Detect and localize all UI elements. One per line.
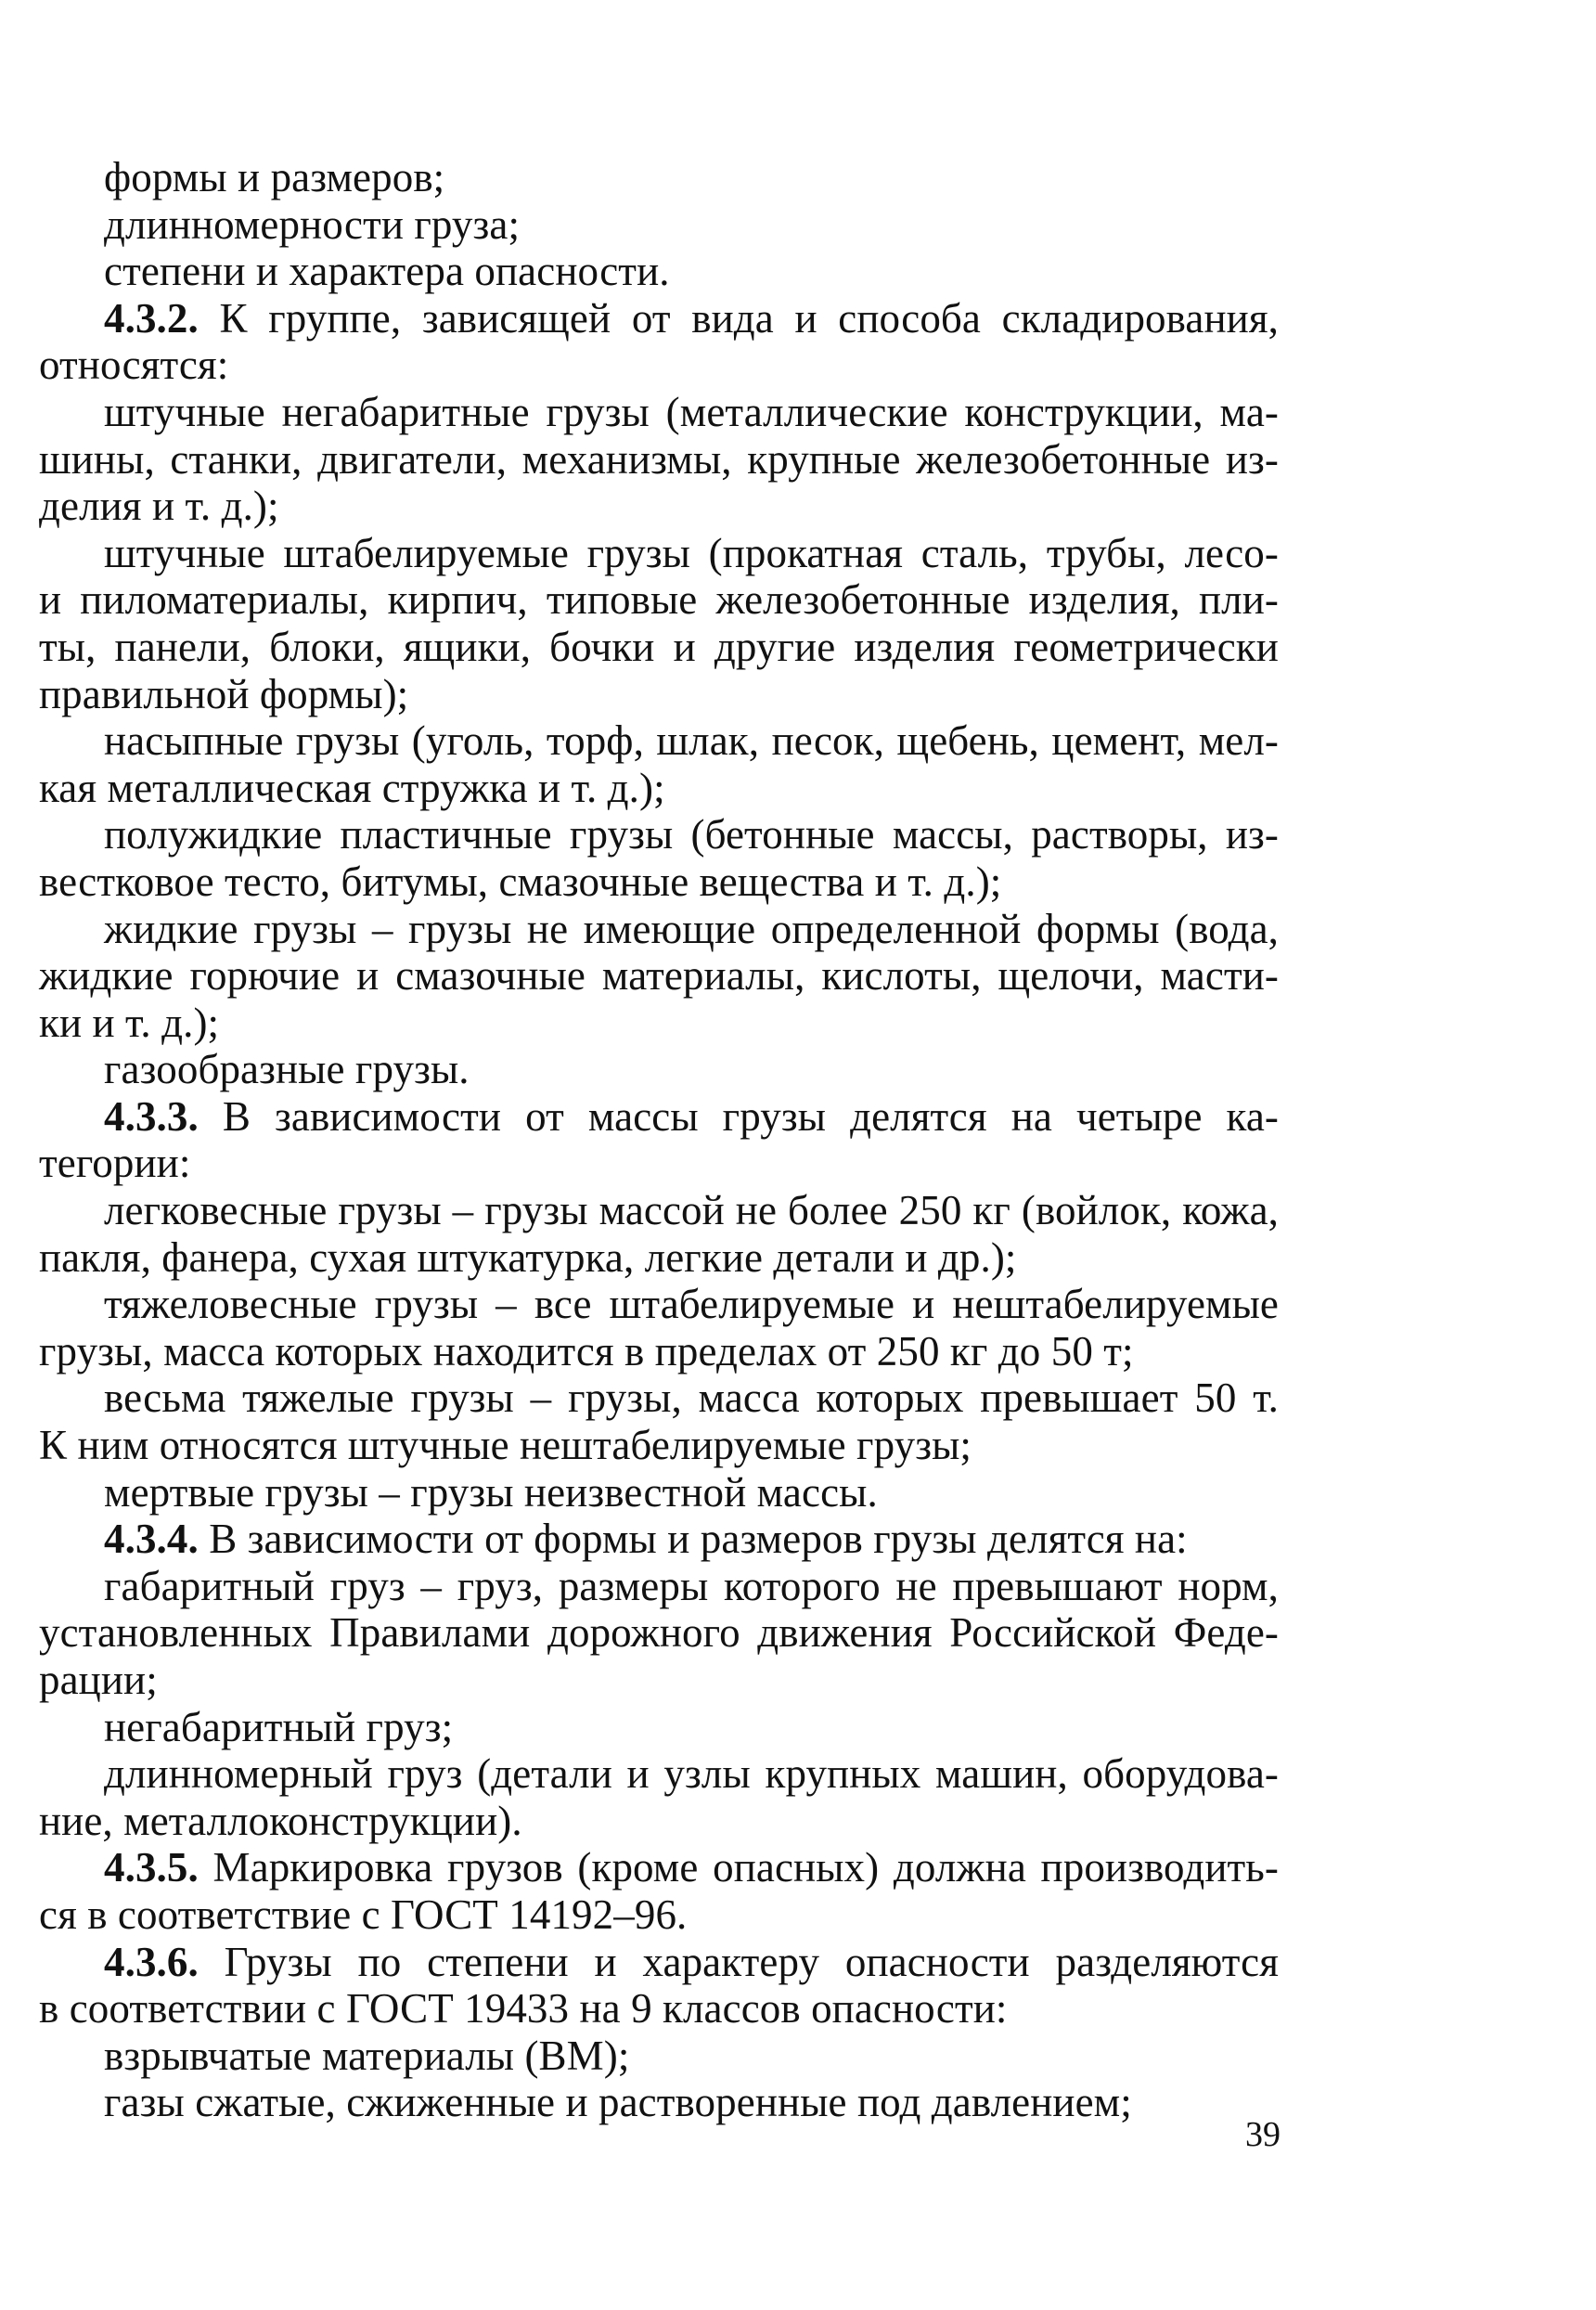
line-text: К ним относятся штучные нештабелируемые грузы;	[39, 1422, 972, 1469]
text-line	[39, 1798, 1279, 1845]
text-line	[39, 2079, 1279, 2126]
text-line	[39, 154, 1279, 201]
section-number: 4.3.2.	[104, 294, 199, 342]
line-text: степени и характера опасности.	[104, 248, 670, 295]
text-line	[39, 1516, 1279, 1563]
text-line	[39, 530, 1279, 577]
text-line	[39, 765, 1279, 812]
line-text: правильной формы);	[39, 670, 409, 717]
line-text: газы сжатые, сжиженные и растворенные под давлением;	[104, 2079, 1132, 2126]
line-text: взрывчатые материалы (ВМ);	[104, 2032, 630, 2079]
line-text: насыпные грузы (уголь, торф, шлак, песок, щебень, цемент, мел-	[104, 717, 1279, 765]
text-line	[39, 1187, 1279, 1234]
document-body	[39, 154, 1279, 2126]
page-number: 39	[1245, 2115, 1281, 2154]
text-line	[39, 576, 1279, 624]
line-text: тегории:	[39, 1140, 191, 1187]
text-line	[39, 1609, 1279, 1657]
text-line	[39, 858, 1279, 906]
line-text: тяжеловесные грузы – все штабелируемые и нештабелируемые	[104, 1281, 1279, 1328]
line-text: штучные негабаритные грузы (металлические конструкции, ма-	[104, 388, 1279, 435]
section-number: 4.3.6.	[104, 1938, 199, 1985]
line-text: легковесные грузы – грузы массой не более 250 кг (войлок, кожа,	[104, 1187, 1279, 1234]
line-text: В зависимости от формы и размеров грузы делятся на:	[198, 1516, 1188, 1563]
text-line	[39, 1328, 1279, 1375]
text-line	[39, 1844, 1279, 1891]
line-text: установленных Правилами дорожного движения Российской Феде-	[39, 1609, 1279, 1657]
line-text: рации;	[39, 1657, 158, 1703]
line-text: жидкие горючие и смазочные материалы, кислоты, щелочи, масти-	[39, 952, 1279, 1000]
line-text: кая металлическая стружка и т. д.);	[39, 764, 665, 811]
text-line	[39, 1704, 1279, 1751]
line-text: К группе, зависящей от вида и способа складирования,	[198, 294, 1279, 342]
text-line	[39, 811, 1279, 858]
line-text: негабаритный груз;	[104, 1703, 454, 1750]
line-text: Маркировка грузов (кроме опасных) должна производить-	[198, 1844, 1279, 1891]
text-line	[39, 1939, 1279, 1986]
line-text: шины, станки, двигатели, механизмы, крупные железобетонные из-	[39, 435, 1279, 483]
line-text: ние, металлоконструкции).	[39, 1797, 522, 1844]
text-line	[39, 952, 1279, 1000]
text-line	[39, 389, 1279, 436]
text-line	[39, 1891, 1279, 1939]
line-text: длинномерный груз (детали и узлы крупных машин, оборудова-	[104, 1750, 1279, 1798]
text-line	[39, 483, 1279, 530]
line-text: штучные штабелируемые грузы (прокатная сталь, трубы, лесо-	[104, 529, 1279, 576]
line-text: пакля, фанера, сухая штукатурка, легкие детали и др.);	[39, 1233, 1017, 1281]
line-text: длинномерности груза;	[104, 200, 521, 248]
text-line	[39, 1234, 1279, 1282]
text-line	[39, 1093, 1279, 1141]
text-line	[39, 2033, 1279, 2080]
line-text: Грузы по степени и характеру опасности разделяются	[198, 1938, 1279, 1985]
line-text: грузы, масса которых находится в пределах от 250 кг до 50 т;	[39, 1327, 1134, 1374]
text-line	[39, 671, 1279, 718]
line-text: мертвые грузы – грузы неизвестной массы.	[104, 1468, 878, 1516]
text-line	[39, 1000, 1279, 1047]
text-line	[39, 717, 1279, 765]
text-line	[39, 1281, 1279, 1328]
text-line	[39, 624, 1279, 671]
section-number: 4.3.5.	[104, 1844, 199, 1891]
text-line	[39, 1422, 1279, 1469]
line-text: В зависимости от массы грузы делятся на четыре ка-	[198, 1092, 1279, 1140]
text-line	[39, 906, 1279, 953]
text-line	[39, 1657, 1279, 1704]
line-text: жидкие грузы – грузы не имеющие определенной формы (вода,	[104, 905, 1279, 952]
text-line	[39, 436, 1279, 484]
line-text: ки и т. д.);	[39, 999, 220, 1046]
line-text: весьма тяжелые грузы – грузы, масса которых превышает 50 т.	[104, 1374, 1279, 1422]
text-line	[39, 342, 1279, 389]
line-text: и пиломатериалы, кирпич, типовые железобетонные изделия, пли-	[39, 576, 1279, 624]
line-text: ся в соответствие с ГОСТ 14192–96.	[39, 1891, 688, 1938]
line-text: ты, панели, блоки, ящики, бочки и другие изделия геометрически	[39, 623, 1279, 670]
line-text: делия и т. д.);	[39, 483, 279, 530]
text-line	[39, 1563, 1279, 1610]
line-text: газообразные грузы.	[104, 1046, 470, 1093]
line-text: в соответствии с ГОСТ 19433 на 9 классов опасности:	[39, 1985, 1008, 2033]
line-text: полужидкие пластичные грузы (бетонные массы, растворы, из-	[104, 811, 1279, 858]
section-number: 4.3.3.	[104, 1092, 199, 1140]
line-text: вестковое тесто, битумы, смазочные вещества и т. д.);	[39, 858, 1002, 905]
text-line	[39, 1140, 1279, 1187]
text-line	[39, 1985, 1279, 2033]
text-line	[39, 1046, 1279, 1093]
text-line	[39, 248, 1279, 295]
line-text: относятся:	[39, 342, 229, 389]
text-line	[39, 295, 1279, 342]
line-text: формы и размеров;	[104, 154, 445, 200]
text-line	[39, 1750, 1279, 1798]
section-number: 4.3.4.	[104, 1516, 199, 1563]
text-line	[39, 1469, 1279, 1516]
text-line	[39, 201, 1279, 249]
text-line	[39, 1374, 1279, 1422]
line-text: габаритный груз – груз, размеры которого не превышают норм,	[104, 1562, 1279, 1609]
